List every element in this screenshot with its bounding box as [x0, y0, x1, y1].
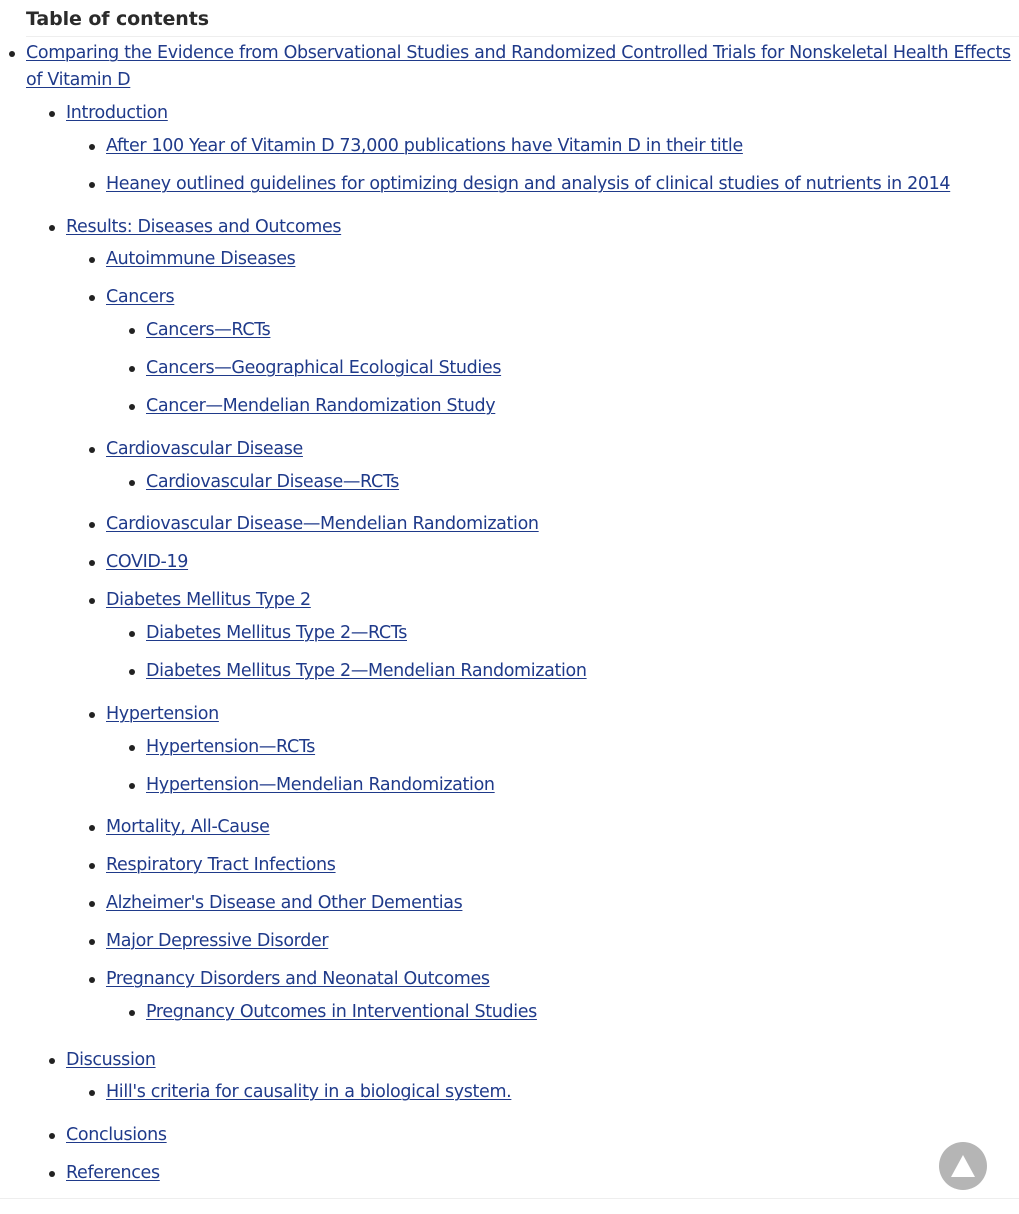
- toc-item-depressive: [106, 928, 328, 955]
- toc-item-cancers-ecological: [146, 355, 501, 382]
- toc-item-introduction: [66, 100, 168, 127]
- toc-link[interactable]: Comparing the Evidence from Observational Studies and Randomized Controlled Trials for Nonskeletal Health Effects of Vitamin D: [26, 43, 1011, 90]
- toc-item-heaney-guidelines: [106, 171, 950, 198]
- toc-item-hypertension-rcts: [146, 734, 315, 761]
- toc-link[interactable]: Diabetes Mellitus Type 2—RCTs: [146, 623, 407, 643]
- toc-item-main-title: [26, 40, 1019, 94]
- toc-link[interactable]: Results: Diseases and Outcomes: [66, 217, 342, 237]
- toc-link[interactable]: Hypertension—Mendelian Randomization: [146, 775, 495, 795]
- toc-link[interactable]: Alzheimer's Disease and Other Dementias: [106, 893, 463, 913]
- toc-link[interactable]: After 100 Year of Vitamin D 73,000 publications have Vitamin D in their title: [106, 136, 743, 156]
- toc-item-references: [66, 1160, 160, 1187]
- toc-item-autoimmune: [106, 246, 295, 273]
- toc-link[interactable]: Discussion: [66, 1050, 156, 1070]
- toc-link[interactable]: Cancers—Geographical Ecological Studies: [146, 358, 502, 378]
- toc-link[interactable]: Pregnancy Outcomes in Interventional Studies: [146, 1002, 537, 1022]
- toc-link[interactable]: References: [66, 1163, 160, 1183]
- toc-link[interactable]: Diabetes Mellitus Type 2—Mendelian Randomization: [146, 661, 587, 681]
- toc-title: Table of contents: [26, 8, 209, 30]
- toc-item-conclusions: [66, 1122, 167, 1149]
- toc-link[interactable]: Hypertension—RCTs: [146, 737, 316, 757]
- toc-link[interactable]: Cardiovascular Disease—Mendelian Randomization: [106, 514, 539, 534]
- toc-item-discussion: [66, 1047, 156, 1074]
- toc-link[interactable]: Autoimmune Diseases: [106, 249, 296, 269]
- toc-item-alzheimers: [106, 890, 462, 917]
- bottom-divider: [0, 1198, 1019, 1199]
- toc-item-cancers-rcts: [146, 317, 270, 344]
- toc-item-cancers: [106, 284, 174, 311]
- toc-item-100-years: [106, 133, 743, 160]
- toc-link[interactable]: Cancers: [106, 287, 175, 307]
- toc-link[interactable]: Hypertension: [106, 704, 219, 724]
- toc-link[interactable]: Hill's criteria for causality in a biological system.: [106, 1082, 512, 1102]
- toc-item-covid: [106, 549, 188, 576]
- toc-link[interactable]: Cancer—Mendelian Randomization Study: [146, 396, 496, 416]
- toc-link[interactable]: COVID-19: [106, 552, 189, 572]
- toc-item-hypertension-mendelian: [146, 772, 495, 799]
- toc-item-diabetes-mendelian: [146, 658, 587, 685]
- toc-link[interactable]: Conclusions: [66, 1125, 167, 1145]
- toc-link[interactable]: Diabetes Mellitus Type 2: [106, 590, 311, 610]
- toc-link[interactable]: Major Depressive Disorder: [106, 931, 329, 951]
- title-divider: [26, 36, 1019, 37]
- toc-item-hypertension: [106, 701, 219, 728]
- toc-item-diabetes: [106, 587, 311, 614]
- toc-item-respiratory: [106, 852, 336, 879]
- toc-link[interactable]: Cardiovascular Disease: [106, 439, 303, 459]
- toc-link[interactable]: Cardiovascular Disease—RCTs: [146, 472, 400, 492]
- toc-item-mortality: [106, 814, 270, 841]
- back-to-top-button[interactable]: [939, 1142, 987, 1190]
- toc-item-cancer-mendelian: [146, 393, 495, 420]
- toc-item-cardiovascular: [106, 436, 303, 463]
- toc-item-cardiovascular-mendelian: [106, 511, 539, 538]
- toc-item-hills-criteria: [106, 1079, 511, 1106]
- toc-item-results: [66, 214, 341, 241]
- toc-item-pregnancy-interventional: [146, 999, 537, 1026]
- toc-item-cardiovascular-rcts: [146, 469, 399, 496]
- toc-item-diabetes-rcts: [146, 620, 407, 647]
- toc-link[interactable]: Heaney outlined guidelines for optimizing design and analysis of clinical studies of nutrients in 2014: [106, 174, 951, 194]
- toc-link[interactable]: Pregnancy Disorders and Neonatal Outcomes: [106, 969, 490, 989]
- toc-link[interactable]: Introduction: [66, 103, 168, 123]
- toc-link[interactable]: Cancers—RCTs: [146, 320, 271, 340]
- toc-item-pregnancy: [106, 966, 490, 993]
- arrow-up-icon: [949, 1153, 977, 1179]
- toc-link[interactable]: Respiratory Tract Infections: [106, 855, 336, 875]
- toc-link[interactable]: Mortality, All-Cause: [106, 817, 270, 837]
